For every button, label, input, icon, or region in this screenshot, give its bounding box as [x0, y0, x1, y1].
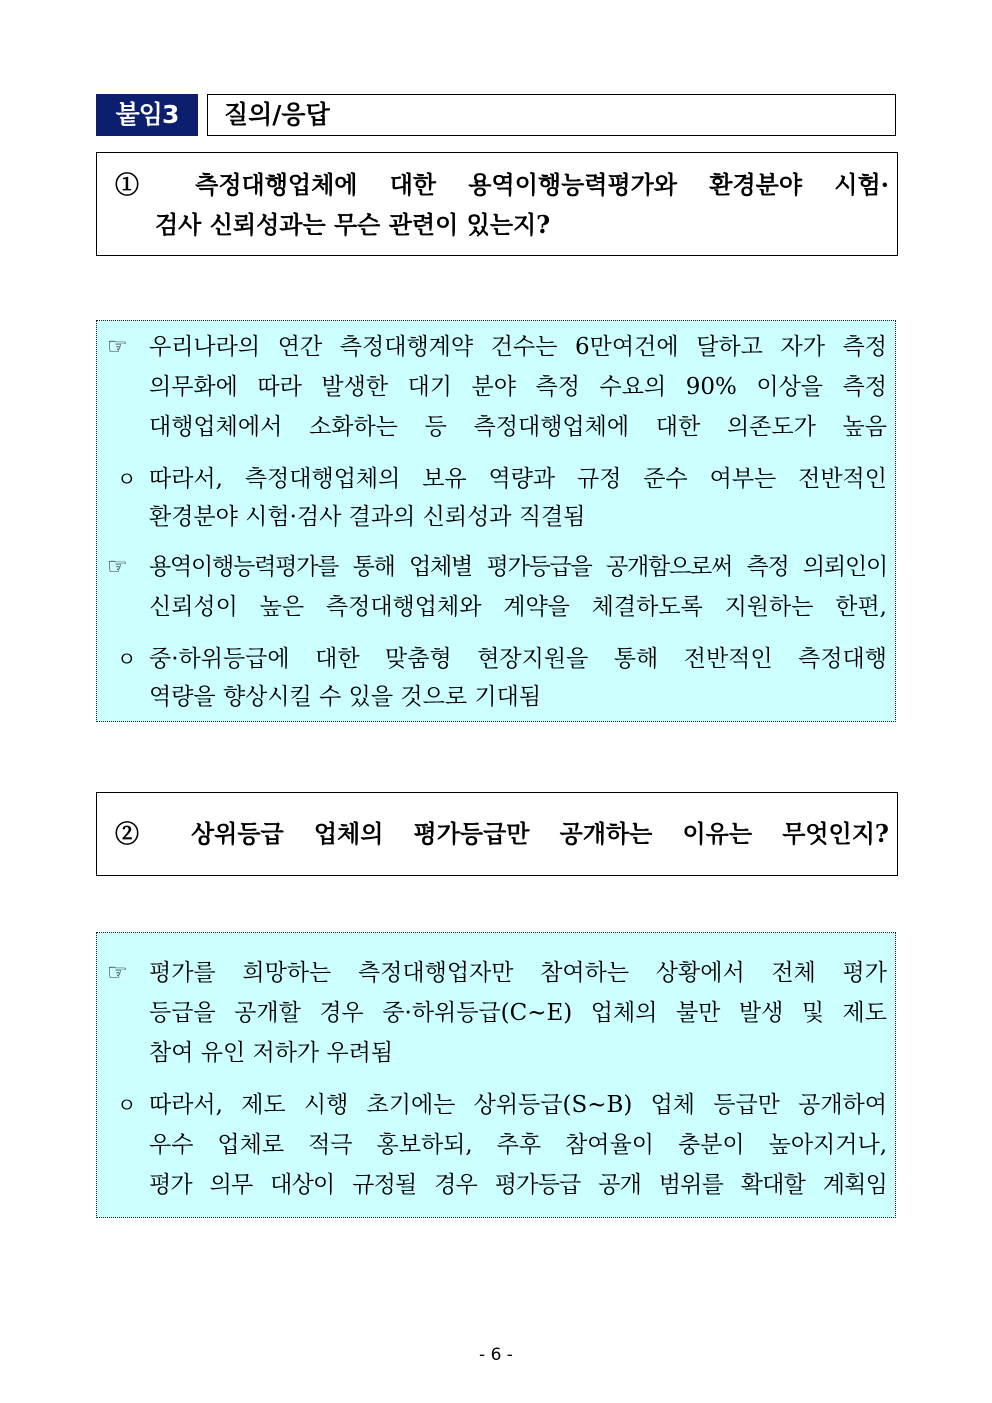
answer-2-line — [97, 1125, 895, 1165]
answer-1-line — [97, 639, 895, 679]
answer-2-line — [97, 1085, 895, 1125]
attachment-tag: 붙임3 — [96, 94, 198, 136]
attachment-header — [96, 94, 896, 136]
answer-1-line — [97, 497, 895, 537]
answer-1-text: 따라서, 측정대행업체의 보유 역량과 규정 준수 여부는 전반적인 — [149, 466, 887, 492]
answer-1-text: 신뢰성이 높은 측정대행업체와 계약을 체결하도록 지원하는 한편, — [149, 594, 887, 620]
question-2-box — [96, 792, 898, 876]
answer-2-text: 평가를 희망하는 측정대행업자만 참여하는 상황에서 전체 평가 — [149, 960, 887, 986]
answer-1-line — [97, 677, 895, 717]
pointing-hand-icon: ☞ — [107, 960, 128, 986]
answer-2-box — [96, 932, 896, 1218]
section-title-box — [207, 94, 896, 136]
answer-1-line — [97, 327, 895, 367]
pointing-hand-icon: ☞ — [107, 334, 128, 360]
answer-1-text: 중·하위등급에 대한 맞춤형 현장지원을 통해 전반적인 측정대행 — [149, 646, 887, 672]
answer-1-line — [97, 459, 895, 499]
answer-2-text: 따라서, 제도 시행 초기에는 상위등급(S~B) 업체 등급만 공개하여 — [149, 1092, 887, 1118]
answer-2-text: 등급을 공개할 경우 중·하위등급(C~E) 업체의 불만 발생 및 제도 — [149, 1000, 887, 1026]
bullet-circle-icon: ㅇ — [117, 467, 137, 491]
question-2-line-1: ② 상위등급 업체의 평가등급만 공개하는 이유는 무엇인지? — [115, 819, 889, 848]
answer-1-box — [96, 320, 896, 722]
question-1-box — [96, 152, 898, 256]
answer-1-line — [97, 407, 895, 447]
answer-1-text: 우리나라의 연간 측정대행계약 건수는 6만여건에 달하고 자가 측정 — [149, 334, 887, 360]
answer-1-text: 환경분야 시험·검사 결과의 신뢰성과 직결됨 — [149, 504, 586, 530]
answer-1-line — [97, 547, 895, 587]
answer-1-line — [97, 367, 895, 407]
answer-2-text: 참여 유인 저하가 우려됨 — [149, 1040, 394, 1066]
answer-2-line — [97, 953, 895, 993]
bullet-circle-icon: ㅇ — [117, 1093, 137, 1117]
answer-1-text: 대행업체에서 소화하는 등 측정대행업체에 대한 의존도가 높음 — [149, 414, 887, 440]
bullet-circle-icon: ㅇ — [117, 647, 137, 671]
question-1-line-1: ① 측정대행업체에 대한 용역이행능력평가와 환경분야 시험· — [115, 170, 889, 199]
answer-2-text: 평가 의무 대상이 규정될 경우 평가등급 공개 범위를 확대할 계획임 — [149, 1172, 887, 1198]
pointing-hand-icon: ☞ — [107, 554, 128, 580]
section-title: 질의/응답 — [224, 100, 330, 129]
page-number: - 6 - — [479, 1345, 513, 1365]
answer-1-text: 의무화에 따라 발생한 대기 분야 측정 수요의 90% 이상을 측정 — [149, 374, 887, 400]
answer-1-line — [97, 587, 895, 627]
answer-2-line — [97, 1165, 895, 1205]
question-1-line-2: 검사 신뢰성과는 무슨 관련이 있는지? — [155, 210, 551, 239]
answer-1-text: 역량을 향상시킬 수 있을 것으로 기대됨 — [149, 684, 542, 710]
answer-2-line — [97, 1033, 895, 1073]
answer-2-line — [97, 993, 895, 1033]
answer-2-text: 우수 업체로 적극 홍보하되, 추후 참여율이 충분이 높아지거나, — [149, 1132, 887, 1158]
answer-1-text: 용역이행능력평가를 통해 업체별 평가등급을 공개함으로써 측정 의뢰인이 — [149, 554, 887, 580]
